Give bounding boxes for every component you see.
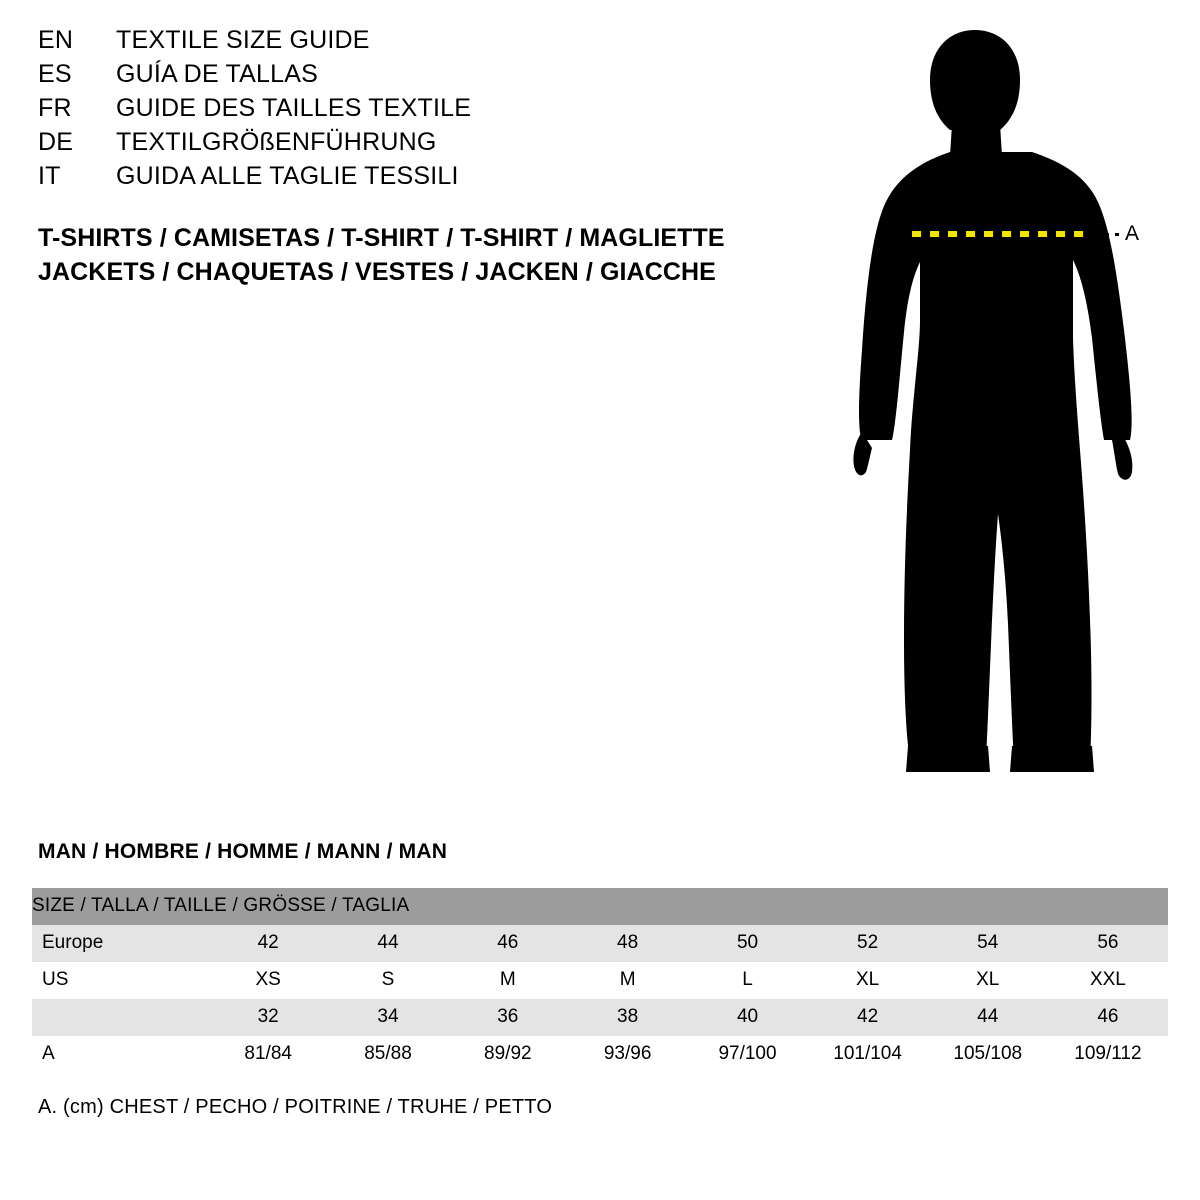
table-cell: M [568, 962, 688, 999]
language-code: ES [38, 60, 72, 88]
table-cell: 48 [568, 925, 688, 962]
table-cell: 46 [1048, 999, 1168, 1036]
table-cell: XL [928, 962, 1048, 999]
language-row [38, 130, 758, 155]
table-cell: 81/84 [208, 1036, 328, 1073]
table-row [32, 925, 1168, 962]
table-cell: 38 [568, 999, 688, 1036]
table-cell: 97/100 [688, 1036, 808, 1073]
language-code: EN [38, 26, 74, 54]
measure-label-a: A [1125, 222, 1140, 245]
table-cell: 42 [808, 999, 928, 1036]
table-cell: 56 [1048, 925, 1168, 962]
table-cell: 105/108 [928, 1036, 1048, 1073]
table-cell: 36 [448, 999, 568, 1036]
language-code: IT [38, 162, 61, 190]
language-row [38, 62, 758, 87]
language-code: FR [38, 94, 72, 122]
row-label: A [32, 1036, 208, 1073]
table-cell: M [448, 962, 568, 999]
language-header-block [38, 28, 758, 198]
row-label [32, 999, 208, 1036]
male-silhouette-figure [800, 20, 1180, 800]
table-cell: 52 [808, 925, 928, 962]
table-cell: 44 [328, 925, 448, 962]
table-cell: 89/92 [448, 1036, 568, 1073]
garment-line-jackets: JACKETS / CHAQUETAS / VESTES / JACKEN / GIACCHE [38, 257, 716, 286]
table-row [32, 962, 1168, 999]
table-cell: 32 [208, 999, 328, 1036]
row-label: US [32, 962, 208, 999]
language-row [38, 164, 758, 189]
table-cell: L [688, 962, 808, 999]
table-row [32, 999, 1168, 1036]
language-title: GUIDE DES TAILLES TEXTILE [116, 94, 472, 122]
garment-line-tshirts: T-SHIRTS / CAMISETAS / T-SHIRT / T-SHIRT / MAGLIETTE [38, 224, 725, 252]
language-title: TEXTILE SIZE GUIDE [116, 26, 370, 54]
row-label: Europe [32, 925, 208, 962]
measure-leader-dashes [1089, 233, 1119, 236]
table-section-title: MAN / HOMBRE / HOMME / MANN / MAN [38, 840, 448, 863]
language-code: DE [38, 128, 74, 156]
table-cell: 54 [928, 925, 1048, 962]
language-row [38, 28, 758, 53]
table-header-label: SIZE / TALLA / TAILLE / GRÖSSE / TAGLIA [32, 888, 1168, 925]
table-cell: XXL [1048, 962, 1168, 999]
table-cell: XL [808, 962, 928, 999]
table-cell: 40 [688, 999, 808, 1036]
table-header-row [32, 888, 1168, 925]
language-row [38, 96, 758, 121]
table-cell: 44 [928, 999, 1048, 1036]
table-cell: 50 [688, 925, 808, 962]
table-cell: 34 [328, 999, 448, 1036]
size-table [32, 888, 1168, 1073]
silhouette-icon [800, 20, 1180, 800]
table-cell: XS [208, 962, 328, 999]
table-cell: 46 [448, 925, 568, 962]
table-cell: 85/88 [328, 1036, 448, 1073]
language-title: TEXTILGRÖßENFÜHRUNG [116, 128, 437, 156]
language-title: GUIDA ALLE TAGLIE TESSILI [116, 162, 459, 190]
language-title: GUÍA DE TALLAS [116, 60, 318, 88]
table-row [32, 1036, 1168, 1073]
table-cell: 42 [208, 925, 328, 962]
table-cell: 93/96 [568, 1036, 688, 1073]
table-footnote: A. (cm) CHEST / PECHO / POITRINE / TRUHE / PETTO [38, 1096, 553, 1118]
table-cell: 101/104 [808, 1036, 928, 1073]
garment-categories [38, 222, 798, 290]
table-cell: 109/112 [1048, 1036, 1168, 1073]
table-cell: S [328, 962, 448, 999]
